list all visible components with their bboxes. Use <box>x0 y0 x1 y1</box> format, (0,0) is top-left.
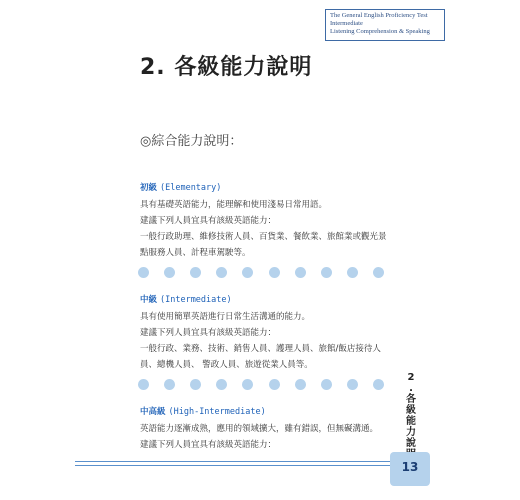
level-name-zh: 中高級 <box>140 407 166 417</box>
footer-rule-top <box>75 461 390 462</box>
divider-dot <box>321 267 332 278</box>
footer-rule-bottom <box>75 465 390 466</box>
body-line: 英語能力逐漸成熟，應用的領域擴大，雖有錯誤，但無礙溝通。 <box>140 424 379 434</box>
divider-dot <box>216 267 227 278</box>
divider-dot <box>373 267 384 278</box>
body-line: 建議下列人員宜具有該級英語能力： <box>140 440 277 450</box>
divider-dot <box>373 379 384 390</box>
page-number-box <box>390 452 430 486</box>
divider-dot <box>321 379 332 390</box>
body-line: 員、總機人員、 警政人員、旅遊從業人員等。 <box>140 360 313 370</box>
section-heading: ◎綜合能力說明： <box>140 134 243 149</box>
side-tab-char: 2 <box>407 372 415 383</box>
body-line: 一般行政、業務、技術、銷售人員、護理人員、旅館/飯店接待人 <box>140 344 381 354</box>
header-line-1: The General English Proficiency Test <box>330 12 428 19</box>
body-line: 點服務人員、計程車駕駛等。 <box>140 248 251 258</box>
side-tab-char: 各 <box>406 394 416 405</box>
page-number: 13 <box>401 460 419 474</box>
divider-dot <box>190 379 201 390</box>
divider-dot <box>138 379 149 390</box>
side-chapter-tab <box>404 372 418 460</box>
divider-dot <box>164 267 175 278</box>
level-title-high-intermediate <box>140 405 266 417</box>
level-name-zh: 中級 <box>140 295 158 305</box>
level-title-intermediate <box>140 293 232 305</box>
side-tab-char: 說 <box>406 438 416 449</box>
divider-dot <box>295 267 306 278</box>
header-line-3: Listening Comprehension & Speaking <box>330 28 430 35</box>
divider-dot <box>347 267 358 278</box>
divider-dot <box>242 267 253 278</box>
side-tab-char: 力 <box>406 427 416 438</box>
book-header-box <box>325 9 445 41</box>
divider-dot <box>295 379 306 390</box>
dot-divider <box>138 378 384 390</box>
level-name-zh: 初級 <box>140 183 158 193</box>
chapter-title: 2. 各級能力說明 <box>140 55 313 80</box>
level-title-elementary <box>140 181 221 193</box>
divider-dot <box>164 379 175 390</box>
level-name-en: (Intermediate) <box>159 295 232 305</box>
divider-dot <box>190 267 201 278</box>
divider-dot <box>269 267 280 278</box>
level-name-en: (Elementary) <box>159 183 222 193</box>
body-line: 一般行政助理、維修技術人員、百貨業、餐飲業、旅館業或觀光景 <box>140 232 387 242</box>
divider-dot <box>138 267 149 278</box>
body-line: 建議下列人員宜具有該級英語能力： <box>140 216 277 226</box>
divider-dot <box>242 379 253 390</box>
side-tab-char: 能 <box>406 416 416 427</box>
body-line: 具有使用簡單英語進行日常生活溝通的能力。 <box>140 312 311 322</box>
side-tab-char: . <box>409 383 413 394</box>
body-line: 建議下列人員宜具有該級英語能力： <box>140 328 277 338</box>
body-line: 具有基礎英語能力，能理解和使用淺易日常用語。 <box>140 200 328 210</box>
divider-dot <box>216 379 227 390</box>
divider-dot <box>347 379 358 390</box>
divider-dot <box>269 379 280 390</box>
dot-divider <box>138 266 384 278</box>
level-name-en: (High-Intermediate) <box>168 407 266 417</box>
side-tab-char: 級 <box>406 405 416 416</box>
header-line-2: Intermediate <box>330 20 363 27</box>
